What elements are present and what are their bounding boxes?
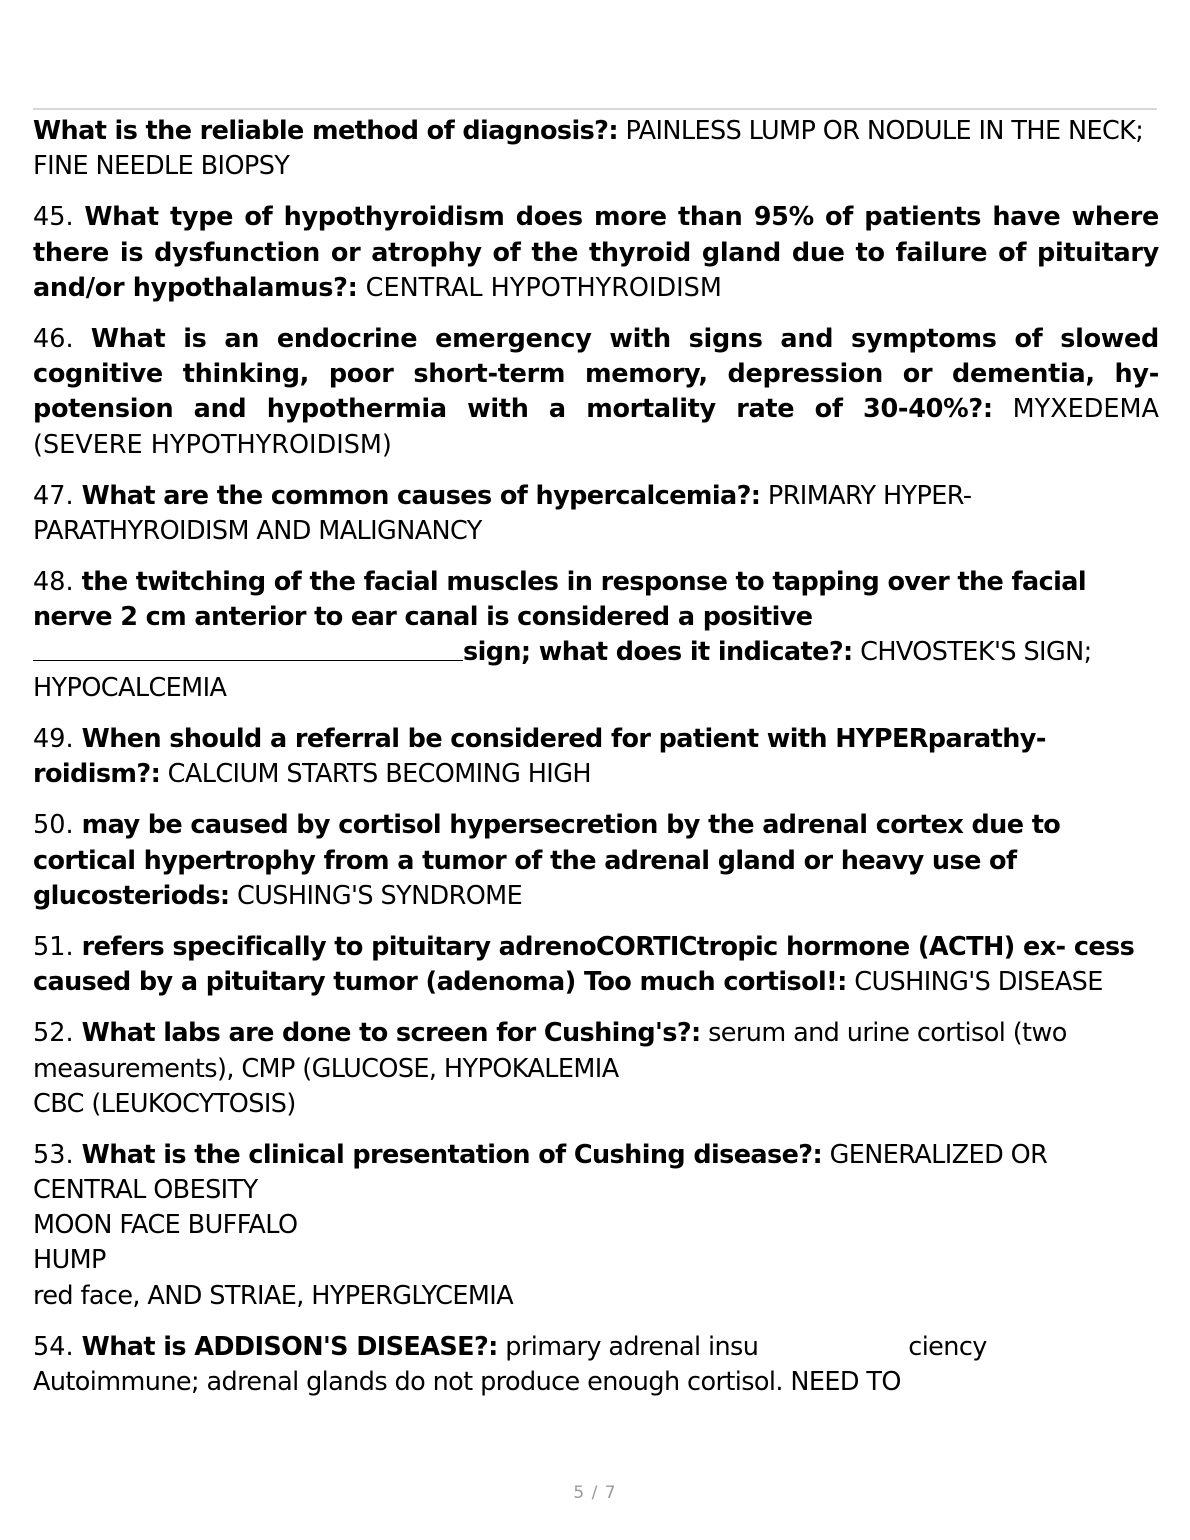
answer-text-line2: CBC (LEUKOCYTOSIS) bbox=[33, 1088, 296, 1119]
qa-entry-q50 bbox=[33, 808, 1159, 914]
answer-text-line3: HUMP bbox=[33, 1245, 106, 1276]
qa-entry-q47 bbox=[33, 479, 1159, 549]
question-number: 52. bbox=[33, 1018, 74, 1049]
question-text: What type of hypothyroidism does more than 95% of patients have where there is dysfunction or atrophy of the thyroid gland due to failure of pituitary and/or hypothalamus?: bbox=[33, 202, 1159, 303]
qa-entry-q54 bbox=[33, 1330, 1159, 1400]
answer-text-line2: Autoimmune; adrenal glands do not produce enough cortisol. NEED TO bbox=[33, 1367, 901, 1398]
question-number: 48. bbox=[33, 567, 74, 598]
question-text: What is an endocrine emergency with signs and symptoms of slowed cognitive thinking, poor short-term memory, depression or dementia, hy- potension and hypothermia with a mortality rate of 30-40%?: bbox=[33, 323, 1160, 425]
qa-entry-q53 bbox=[33, 1138, 1159, 1314]
page-number: 5 / 7 bbox=[573, 1483, 617, 1503]
answer-text: primary adrenal insu bbox=[497, 1331, 759, 1362]
question-number: 49. bbox=[33, 724, 74, 755]
qa-entry-q52 bbox=[33, 1016, 1159, 1122]
answer-text: CALCIUM STARTS BECOMING HIGH bbox=[160, 759, 591, 790]
answer-text: CUSHING'S SYNDROME bbox=[229, 880, 523, 911]
answer-text: GENERALIZED OR CENTRAL OBESITY bbox=[33, 1139, 1048, 1206]
question-number: 53. bbox=[33, 1139, 74, 1170]
question-text: What are the common causes of hypercalcemia?: bbox=[81, 480, 761, 511]
question-text: may be caused by cortisol hypersecretion by the adrenal cortex due to cortical hypertrophy from a tumor of the adrenal gland or heavy use of glucosteriods: bbox=[33, 810, 1061, 911]
question-text: What labs are done to screen for Cushing's?: bbox=[81, 1018, 701, 1049]
question-number: 46. bbox=[33, 323, 74, 354]
question-text: When should a referral be considered for patient with HYPERparathy- roidism?: bbox=[33, 724, 1046, 790]
answer-text: MYXEDEMA (SEVERE HYPOTHYROIDISM) bbox=[33, 394, 1159, 460]
answer-text-line2: MOON FACE BUFFALO bbox=[33, 1210, 298, 1241]
answer-text: PRIMARY HYPER-PARATHYROIDISM AND MALIGNANCY bbox=[33, 480, 972, 546]
question-number: 45. bbox=[33, 202, 74, 233]
qa-entry-q49 bbox=[33, 722, 1159, 792]
answer-text: CHVOSTEK'S SIGN; HYPOCALCEMIA bbox=[33, 637, 1092, 703]
qa-entry-q48 bbox=[33, 565, 1159, 706]
answer-text: CENTRAL HYPOTHYROIDISM bbox=[357, 272, 722, 303]
qa-entry-q44 bbox=[33, 114, 1159, 184]
question-text: What is the clinical presentation of Cushing disease?: bbox=[81, 1139, 823, 1170]
answer-text-line4: red face, AND STRIAE, HYPERGLYCEMIA bbox=[33, 1280, 514, 1311]
answer-text: PAINLESS LUMP OR NODULE IN THE NECK; FINE NEEDLE BIOPSY bbox=[33, 116, 1144, 182]
qa-entry-q46 bbox=[33, 322, 1159, 463]
fill-in-blank bbox=[33, 635, 463, 660]
qa-entry-q51 bbox=[33, 930, 1159, 1000]
qa-list bbox=[33, 114, 1159, 1416]
question-number: 47. bbox=[33, 480, 74, 511]
question-text: What is the reliable method of diagnosis?: bbox=[33, 116, 618, 146]
question-number: 50. bbox=[33, 810, 74, 841]
question-number: 51. bbox=[33, 931, 74, 962]
qa-entry-q45 bbox=[33, 200, 1159, 306]
question-text: the twitching of the facial muscles in response to tapping over the facial nerve 2 cm anterior to ear canal is considered a positive bbox=[33, 567, 1086, 633]
question-text-part2: sign; what does it indicate?: bbox=[463, 637, 853, 668]
answer-text: serum and urine cortisol (two measurements), CMP (GLUCOSE, HYPOKALEMIA bbox=[33, 1018, 1067, 1084]
answer-text-part2: ciency bbox=[908, 1331, 987, 1362]
question-text: refers specifically to pituitary adrenoCORTICtropic hormone (ACTH) ex- cess caused by a pituitary tumor (adenoma) Too much cortisol!: bbox=[33, 931, 1135, 998]
header-divider bbox=[33, 108, 1157, 110]
question-number: 54. bbox=[33, 1331, 74, 1362]
answer-text: CUSHING'S DISEASE bbox=[846, 967, 1103, 998]
question-text: What is ADDISON'S DISEASE?: bbox=[81, 1331, 498, 1362]
